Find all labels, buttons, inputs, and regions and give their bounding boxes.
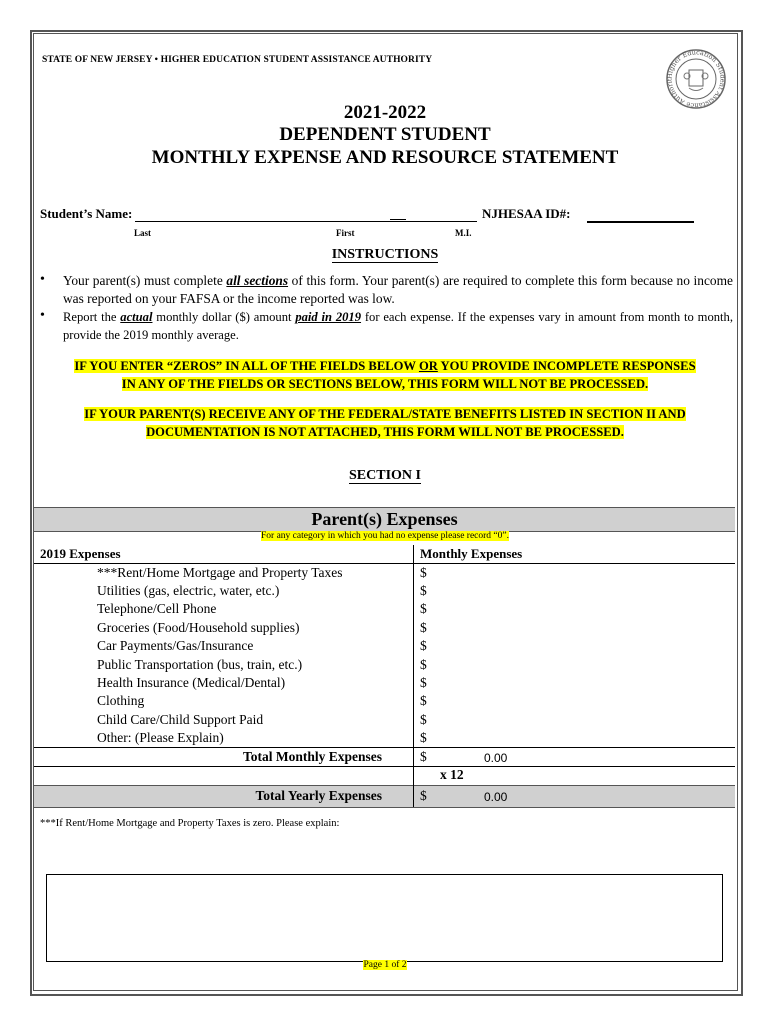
expense-row-label: ***Rent/Home Mortgage and Property Taxes xyxy=(97,565,343,580)
expense-row-label: Groceries (Food/Household supplies) xyxy=(97,620,300,635)
expense-row-label: Clothing xyxy=(97,693,145,708)
total-rule xyxy=(34,766,735,767)
first-name-caption: First xyxy=(336,228,355,238)
column-divider xyxy=(413,545,414,807)
bullet-icon: • xyxy=(40,308,45,323)
monthly-column-header: Monthly Expenses xyxy=(420,546,523,561)
student-name-field[interactable] xyxy=(135,221,477,222)
expense-amount-field[interactable]: $ xyxy=(420,620,427,635)
page-number: Page 1 of 2 xyxy=(363,960,407,970)
expense-amount-field[interactable]: $ xyxy=(420,675,427,690)
rent-explain-prompt: ***If Rent/Home Mortgage and Property Taxes is zero. Please explain: xyxy=(40,818,340,829)
expense-amount-field[interactable]: $ xyxy=(420,583,427,598)
student-name-label: Student’s Name: xyxy=(40,206,133,221)
section-heading: SECTION I xyxy=(349,468,421,483)
expense-row-label: Utilities (gas, electric, water, etc.) xyxy=(97,583,280,598)
last-name-caption: Last xyxy=(134,228,152,238)
svg-text:Higher Education Student Assis xyxy=(665,48,727,110)
instructions-heading: INSTRUCTIONS xyxy=(331,247,439,262)
parents-expenses-band: Parent(s) Expenses xyxy=(34,507,735,532)
middle-initial-caption: M.I. xyxy=(455,228,472,238)
expense-amount-field[interactable]: $ xyxy=(420,565,427,580)
expense-row-label: Telephone/Cell Phone xyxy=(97,601,217,616)
form-year: 2021-2022 xyxy=(343,102,427,123)
rent-explain-textbox[interactable] xyxy=(46,874,723,962)
total-yearly-value: 0.00 xyxy=(484,790,508,804)
total-monthly-label: Total Monthly Expenses xyxy=(242,749,382,764)
expense-row-label: Health Insurance (Medical/Dental) xyxy=(97,675,286,690)
expense-amount-field[interactable]: $ xyxy=(420,712,427,727)
instruction-bullet-1: Your parent(s) must complete all sections of this form. Your parent(s) are required to complete this form because no income was reported on your FAFSA or the income reported was low. xyxy=(63,273,733,306)
name-field-separator xyxy=(390,219,406,220)
zero-note: For any category in which you had no expense please record “0”. xyxy=(261,531,509,541)
expenses-column-header: 2019 Expenses xyxy=(40,546,121,561)
expense-amount-field[interactable]: $ xyxy=(420,638,427,653)
expense-row-label: Public Transportation (bus, train, etc.) xyxy=(97,657,303,672)
njhesaa-id-label: NJHESAA ID#: xyxy=(482,206,571,221)
instruction-bullet-2: Report the actual monthly dollar ($) amount paid in 2019 for each expense. If the expenses vary in amount from month to month, provide the 2019 monthly average. xyxy=(63,310,733,342)
total-yearly-currency: $ xyxy=(420,788,427,803)
expense-amount-field[interactable]: $ xyxy=(420,601,427,616)
total-monthly-value: 0.00 xyxy=(484,751,508,765)
multiplier-label: x 12 xyxy=(440,767,464,782)
yearly-band xyxy=(34,785,735,808)
form-title: DEPENDENT STUDENT xyxy=(279,124,491,145)
benefits-warning: IF YOUR PARENT(S) RECEIVE ANY OF THE FEDERAL/STATE BENEFITS LISTED IN SECTION II AND DOCUMENTATION IS NOT ATTACHED, THIS FORM WILL NOT BE PROCESSED. xyxy=(84,407,686,439)
expense-amount-field[interactable]: $ xyxy=(420,730,427,745)
njhesaa-id-field[interactable] xyxy=(587,221,694,223)
expense-row-label: Child Care/Child Support Paid xyxy=(97,712,264,727)
nj-seal-icon xyxy=(665,48,727,110)
expense-amount-field[interactable]: $ xyxy=(420,693,427,708)
total-yearly-label: Total Yearly Expenses xyxy=(255,788,382,803)
agency-header: STATE OF NEW JERSEY • HIGHER EDUCATION STUDENT ASSISTANCE AUTHORITY xyxy=(42,55,433,65)
total-monthly-currency: $ xyxy=(420,749,427,764)
expense-row-label: Other: (Please Explain) xyxy=(97,730,224,745)
total-rule xyxy=(34,747,735,748)
seal-text: Higher Education Student Assistance Authorit xyxy=(665,48,727,110)
column-divider xyxy=(413,785,414,807)
zeros-warning: IF YOU ENTER “ZEROS” IN ALL OF THE FIELDS BELOW OR YOU PROVIDE INCOMPLETE RESPONSES IN ANY OF THE FIELDS OR SECTIONS BELOW, THIS FORM WILL NOT BE PROCESSED. xyxy=(74,359,696,391)
expense-row-label: Car Payments/Gas/Insurance xyxy=(97,638,254,653)
expense-amount-field[interactable]: $ xyxy=(420,657,427,672)
bullet-icon: • xyxy=(40,272,45,287)
form-subtitle: MONTHLY EXPENSE AND RESOURCE STATEMENT xyxy=(151,147,619,168)
